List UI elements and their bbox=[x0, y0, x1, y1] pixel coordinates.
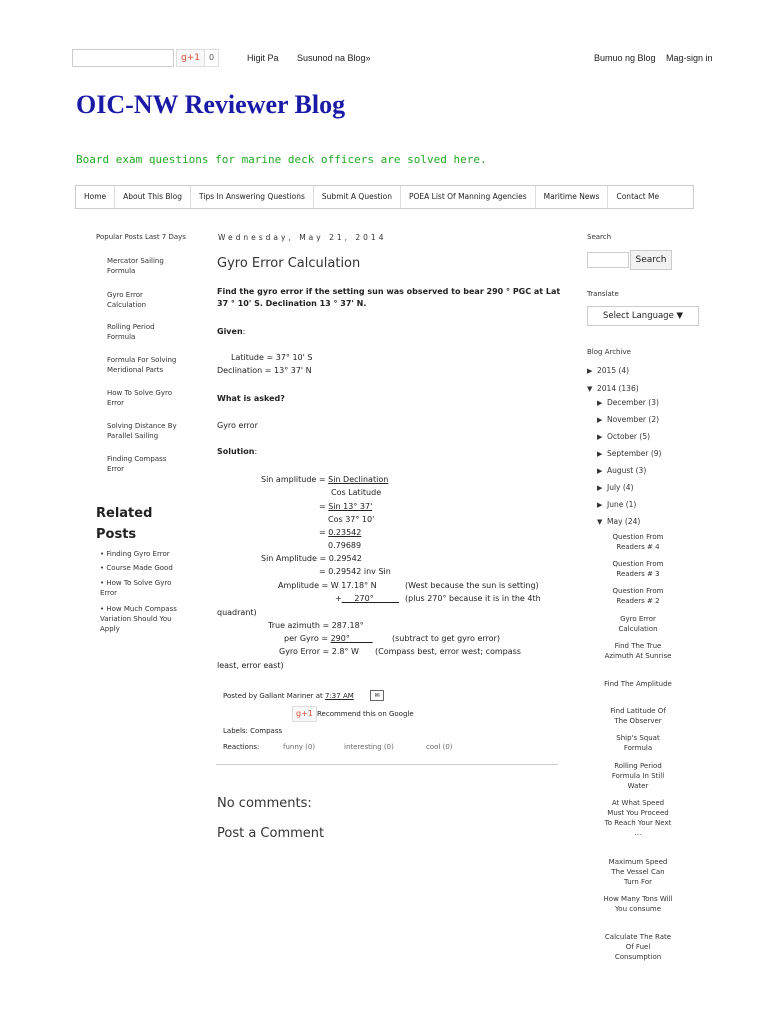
archive-month-december[interactable]: ▶ December (3) bbox=[597, 398, 659, 407]
popular-post-item[interactable]: Mercator Sailing Formula bbox=[107, 257, 164, 275]
solution-line: True azimuth = 287.18° bbox=[268, 621, 364, 630]
archive-month-august[interactable]: ▶ August (3) bbox=[597, 466, 647, 475]
related-post-item[interactable]: • Course Made Good bbox=[100, 563, 190, 573]
archive-post-link[interactable]: Question From Readers # 3 bbox=[612, 560, 664, 578]
related-post-item[interactable]: • Finding Gyro Error bbox=[100, 549, 190, 559]
post-labels[interactable]: Labels: Compass bbox=[223, 727, 283, 735]
solution-line: + 270° bbox=[335, 594, 400, 603]
asked-text: Gyro error bbox=[217, 421, 258, 430]
archive-post-link[interactable]: Gyro Error Calculation bbox=[618, 615, 658, 633]
collapsed-arrow-icon: ▶ bbox=[587, 367, 593, 375]
next-blog-link[interactable]: Susunod na Blog» bbox=[297, 53, 371, 63]
chevron-down-icon: ▼ bbox=[676, 311, 684, 321]
no-comments-heading: No comments: bbox=[217, 796, 312, 811]
given-declination: Declination = 13° 37' N bbox=[217, 366, 312, 375]
solution-line: Sin Amplitude = 0.29542 bbox=[261, 554, 362, 563]
search-button[interactable]: Search bbox=[630, 250, 672, 270]
google-plus-button[interactable]: g+1 bbox=[176, 49, 205, 67]
tab-maritime-news[interactable]: Maritime News bbox=[536, 186, 609, 208]
solution-heading: Solution: bbox=[217, 447, 258, 456]
solution-note: (plus 270° because it is in the 4th bbox=[405, 594, 541, 603]
solution-note: (West because the sun is setting) bbox=[405, 581, 539, 590]
archive-month-may[interactable]: ▼ May (24) bbox=[597, 517, 641, 526]
tab-contact[interactable]: Contact Me bbox=[616, 192, 660, 201]
language-select[interactable]: Select Language ▼ bbox=[587, 306, 699, 326]
solution-line: Cos 37° 10' bbox=[328, 515, 375, 524]
post-time-link[interactable]: 7:37 AM bbox=[325, 692, 354, 700]
solution-line: = Sin 13° 37' bbox=[319, 502, 373, 511]
google-plus-recommend-button[interactable]: g+1 bbox=[292, 706, 317, 722]
archive-post-link[interactable]: At What Speed Must You Proceed To Reach Your Next ... bbox=[604, 799, 672, 837]
archive-post-link[interactable]: Find The True Azimuth At Sunrise bbox=[604, 642, 672, 660]
archive-month-july[interactable]: ▶ July (4) bbox=[597, 483, 634, 492]
solution-note: quadrant) bbox=[217, 608, 257, 617]
archive-month-october[interactable]: ▶ October (5) bbox=[597, 432, 651, 441]
search-input[interactable] bbox=[587, 252, 629, 268]
reaction-interesting[interactable]: interesting (0) bbox=[344, 743, 394, 751]
related-posts-title: Related Posts bbox=[96, 506, 153, 542]
tab-submit-question[interactable]: Submit A Question bbox=[314, 186, 401, 208]
tab-tips[interactable]: Tips In Answering Questions bbox=[191, 186, 314, 208]
archive-year-2015[interactable]: ▶ 2015 (4) bbox=[587, 366, 630, 375]
tab-poea-list[interactable]: POEA List Of Manning Agencies bbox=[401, 186, 536, 208]
collapsed-arrow-icon: ▶ bbox=[597, 450, 603, 458]
blog-description: Board exam questions for marine deck officers are solved here. bbox=[76, 153, 487, 166]
solution-note: (subtract to get gyro error) bbox=[392, 634, 500, 643]
reaction-cool[interactable]: cool (0) bbox=[426, 743, 453, 751]
archive-post-link[interactable]: Calculate The Rate Of Fuel Consumption bbox=[604, 933, 672, 961]
tab-home[interactable]: Home bbox=[76, 186, 115, 208]
reactions-label: Reactions: bbox=[223, 743, 260, 751]
solution-note: (Compass best, error west; compass bbox=[375, 647, 521, 656]
more-link[interactable]: Higit Pa bbox=[247, 53, 279, 63]
question-line: Find the gyro error if the setting sun was observed to bear 290 ° PGC at Lat bbox=[217, 287, 561, 296]
solution-line: Gyro Error = 2.8° W bbox=[279, 647, 359, 656]
post-date: Wednesday, May 21, 2014 bbox=[218, 233, 387, 242]
email-post-icon[interactable]: ✉ bbox=[370, 690, 384, 701]
blog-title[interactable]: OIC-NW Reviewer Blog bbox=[76, 90, 346, 119]
reaction-funny[interactable]: funny (0) bbox=[283, 743, 316, 751]
archive-post-link[interactable]: Maximum Speed The Vessel Can Turn For bbox=[608, 858, 668, 886]
tab-about[interactable]: About This Blog bbox=[115, 186, 191, 208]
related-post-item[interactable]: • How To Solve Gyro Error bbox=[100, 578, 190, 598]
post-divider bbox=[216, 764, 558, 765]
google-plus-count: 0 bbox=[204, 49, 219, 67]
page-tabs bbox=[75, 185, 694, 209]
navbar-search-input[interactable] bbox=[72, 49, 174, 67]
popular-post-item[interactable]: Gyro Error Calculation bbox=[107, 291, 147, 309]
archive-month-september[interactable]: ▶ September (9) bbox=[597, 449, 662, 458]
question-line: 37 ° 10' S. Declination 13 ° 37' N. bbox=[217, 299, 367, 308]
archive-post-link[interactable]: Rolling Period Formula In Still Water bbox=[611, 762, 665, 790]
sign-in-link[interactable]: Mag-sign in bbox=[666, 53, 713, 63]
search-title: Search bbox=[587, 233, 612, 241]
popular-post-item[interactable]: Finding Compass Error bbox=[107, 455, 167, 473]
collapsed-arrow-icon: ▶ bbox=[597, 399, 603, 407]
collapsed-arrow-icon: ▶ bbox=[597, 484, 603, 492]
collapsed-arrow-icon: ▶ bbox=[597, 467, 603, 475]
asked-heading: What is asked? bbox=[217, 394, 285, 403]
expanded-arrow-icon: ▼ bbox=[587, 385, 593, 393]
solution-line: Sin amplitude = Sin Declination bbox=[261, 475, 389, 484]
solution-line: Amplitude = W 17.18° N bbox=[278, 581, 377, 590]
archive-post-link[interactable]: Question From Readers # 4 bbox=[612, 533, 664, 551]
archive-post-link[interactable]: Find Latitude Of The Observer bbox=[610, 707, 666, 725]
recommend-text: Recommend this on Google bbox=[317, 710, 414, 718]
popular-posts-title: Popular Posts Last 7 Days bbox=[96, 233, 186, 241]
collapsed-arrow-icon: ▶ bbox=[597, 433, 603, 441]
related-post-item[interactable]: • How Much Compass Variation Should You Apply bbox=[100, 604, 190, 634]
solution-note: least, error east) bbox=[217, 661, 284, 670]
collapsed-arrow-icon: ▶ bbox=[597, 501, 603, 509]
create-blog-link[interactable]: Bumuo ng Blog bbox=[594, 53, 656, 63]
given-latitude: Latitude = 37° 10' S bbox=[231, 353, 313, 362]
collapsed-arrow-icon: ▶ bbox=[597, 416, 603, 424]
archive-month-june[interactable]: ▶ June (1) bbox=[597, 500, 637, 509]
archive-post-link[interactable]: Question From Readers # 2 bbox=[612, 587, 664, 605]
post-title[interactable]: Gyro Error Calculation bbox=[217, 256, 361, 271]
post-author-line: Posted by Gallant Mariner at 7:37 AM bbox=[223, 692, 354, 700]
solution-line: 0.79689 bbox=[328, 541, 362, 550]
popular-post-item[interactable]: Rolling Period Formula bbox=[107, 323, 155, 341]
archive-post-link[interactable]: Find The Amplitude bbox=[604, 680, 672, 688]
popular-post-item[interactable]: How To Solve Gyro Error bbox=[107, 389, 173, 407]
archive-post-link[interactable]: Ship's Squat Formula bbox=[616, 734, 660, 752]
popular-post-item[interactable]: Solving Distance By Parallel Sailing bbox=[107, 422, 177, 440]
archive-month-november[interactable]: ▶ November (2) bbox=[597, 415, 660, 424]
post-comment-heading: Post a Comment bbox=[217, 826, 325, 841]
translate-title: Translate bbox=[587, 290, 619, 298]
expanded-arrow-icon: ▼ bbox=[597, 518, 603, 526]
popular-post-item[interactable]: Formula For Solving Meridional Parts bbox=[107, 356, 177, 374]
solution-line: per Gyro = 290° bbox=[284, 634, 373, 643]
solution-line: = 0.23542 bbox=[319, 528, 362, 537]
blog-archive-title: Blog Archive bbox=[587, 348, 631, 356]
archive-post-link[interactable]: How Many Tons Will You consume bbox=[603, 895, 673, 913]
solution-line: Cos Latitude bbox=[331, 488, 382, 497]
solution-line: = 0.29542 inv Sin bbox=[319, 567, 391, 576]
given-heading: Given: bbox=[217, 327, 246, 336]
archive-year-2014[interactable]: ▼ 2014 (136) bbox=[587, 384, 639, 393]
